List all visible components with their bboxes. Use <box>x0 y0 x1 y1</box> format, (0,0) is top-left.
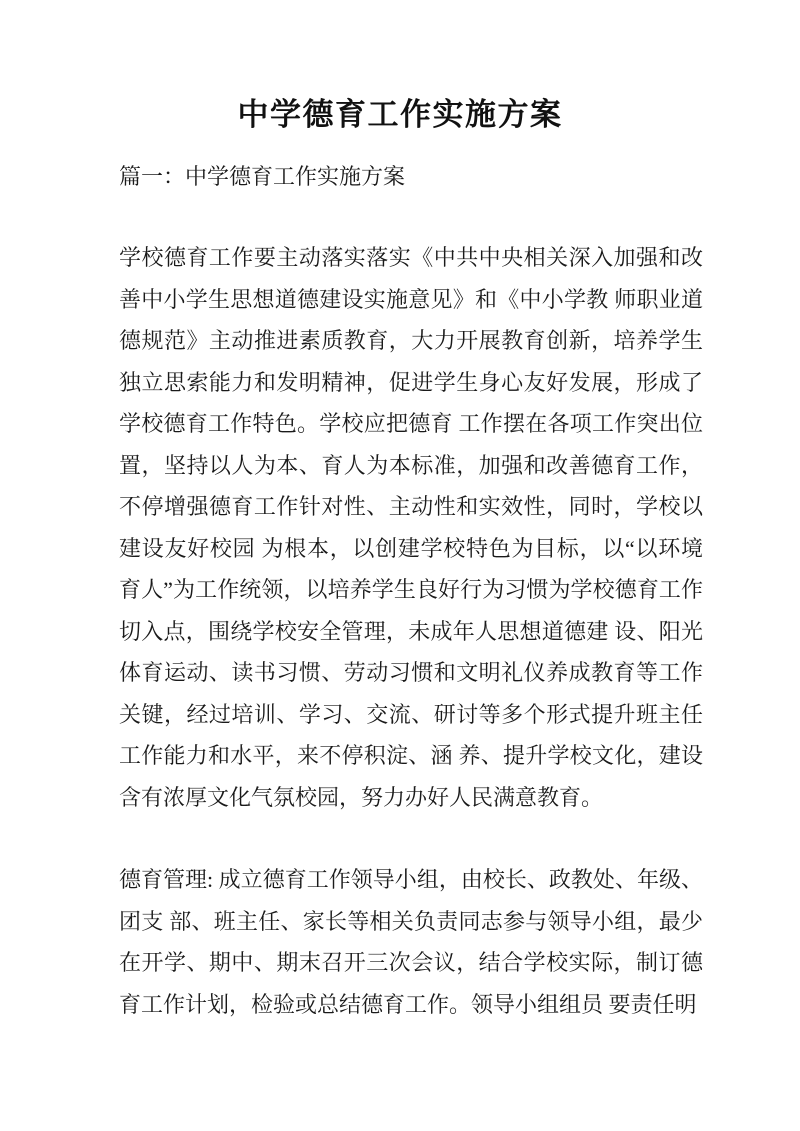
document-subtitle: 篇一：中学德育工作实施方案 <box>119 164 406 189</box>
page-title: 中学德育工作实施方案 <box>237 97 563 132</box>
paragraph-overview: 学校德育工作要主动落实落实《中共中央相关深入加强和改善中小学生思想道德建设实施意见》和《中小学教 师职业道德规范》主动推进素质教育，大力开展教育创新，培养学生独立思索能力和发明精神，促进学生身心友好发展，形成了学校德育工作特色。学校应把德育 工作摆在各项工作突出位置，坚持以人为本、育人为本标准，加强和改善德育工作，不停增强德育工作针对性、主动性和实效性，同时，学校以建设友好校园 为根本，以创建学校特色为目标，以“以环境育人”为工作统领，以培养学生良好行为习惯为学校德育工作切入点，围绕学校安全管理，未成年人思想道德建 设、阳光体育运动、读书习惯、劳动习惯和文明礼仪养成教育等工作关键，经过培训、学习、交流、研讨等多个形式提升班主任工作能力和水平，来不停积淀、涵 养、提升学校文化，建设含有浓厚文化气氛校园，努力办好人民满意教育。 <box>119 245 703 810</box>
document-body <box>119 162 703 1025</box>
paragraph-moral-education-management: 德育管理: 成立德育工作领导小组，由校长、政教处、年级、团支 部、班主任、家长等相关负责同志参与领导小组，最少在开学、期中、期末召开三次会议，结合学校实际，制订德育工作计划，检验或总结德育工作。领导小组组员 要责任明 <box>119 867 703 1017</box>
